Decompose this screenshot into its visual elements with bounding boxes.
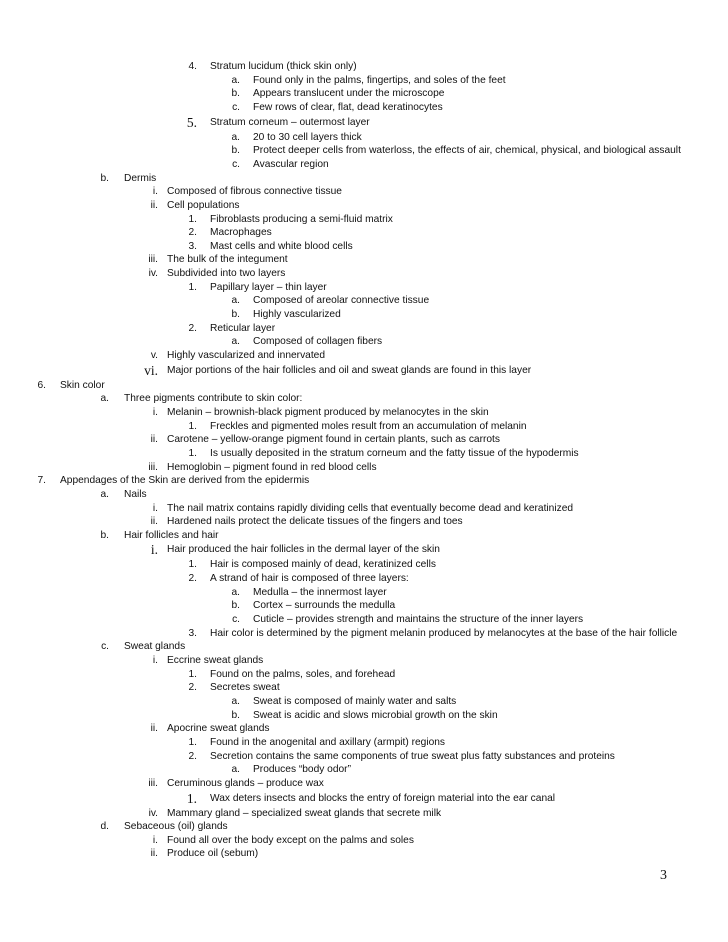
outline-item-marker: iv. [148, 807, 158, 819]
outline-item-marker: 3. [188, 627, 197, 639]
outline-item [0, 87, 728, 101]
outline-item [0, 74, 728, 88]
outline-item-text: Hair follicles and hair [124, 529, 219, 541]
outline-item-marker: i. [152, 502, 158, 514]
outline-item [0, 736, 728, 750]
outline-item-text: Highly vascularized and innervated [167, 350, 325, 361]
outline-item [0, 281, 728, 295]
outline-item-marker: 7. [37, 475, 46, 487]
outline-item [0, 807, 728, 821]
outline-item-text: Avascular region [253, 158, 329, 170]
outline-item-text: Is usually deposited in the stratum corneum and the fatty tissue of the hypodermis [210, 447, 579, 459]
outline-item [0, 529, 728, 543]
outline-item-text: Highly vascularized [253, 309, 341, 321]
outline-item [0, 172, 728, 186]
outline-item-marker: d. [100, 821, 109, 833]
outline-item-marker: 1. [188, 668, 197, 680]
outline-item-text: Protect deeper cells from waterloss, the effects of air, chemical, physical, and biological assault [253, 145, 681, 157]
outline-item-marker: c. [232, 158, 240, 170]
outline-item-text: Stratum corneum – outermost layer [210, 116, 370, 128]
outline-item-text: Papillary layer – thin layer [210, 281, 327, 293]
outline-item-text: Hair produced the hair follicles in the dermal layer of the skin [167, 544, 440, 556]
outline-item-text: A strand of hair is composed of three layers: [210, 573, 409, 585]
outline-item-text: Mast cells and white blood cells [210, 240, 353, 252]
outline-item-marker: c. [232, 101, 240, 113]
outline-item-marker: a. [231, 695, 240, 707]
outline-item-text: Found in the anogenital and axillary (armpit) regions [210, 736, 446, 748]
outline-item [0, 364, 728, 378]
outline-item [0, 750, 728, 764]
outline-item [0, 543, 728, 557]
outline-item-text: Composed of collagen fibers [253, 336, 383, 348]
outline-item-marker: v. [150, 350, 158, 361]
outline-item-marker: c. [101, 641, 109, 653]
outline-item-marker: i. [152, 406, 158, 418]
outline-item-text: Composed of areolar connective tissue [253, 295, 430, 307]
outline-item [0, 461, 728, 475]
outline-item [0, 199, 728, 213]
outline-item-marker: 1. [188, 213, 197, 225]
outline-item-text: Major portions of the hair follicles and oil and sweat glands are found in this layer [167, 364, 532, 376]
outline-item-marker: 5. [186, 114, 197, 130]
outline-item-marker: 1. [186, 790, 197, 806]
outline-item-marker: 2. [188, 750, 197, 762]
outline-item [0, 392, 728, 406]
outline-item-text: Nails [124, 488, 147, 500]
outline-item-text: Ceruminous glands – produce wax [167, 777, 324, 789]
outline-item [0, 681, 728, 695]
outline-item-marker: a. [100, 488, 109, 500]
outline-item-marker: 3. [188, 240, 197, 252]
outline-item-text: Appears translucent under the microscope [253, 88, 445, 100]
outline-item-marker: 1. [188, 447, 197, 459]
outline-item-text: Secretion contains the same components of true sweat plus fatty substances and proteins [210, 750, 615, 762]
outline-item-marker: 1. [188, 420, 197, 432]
outline-item-marker: vi. [144, 362, 158, 378]
outline-item-marker: b. [231, 309, 240, 321]
outline-item [0, 420, 728, 434]
outline-item [0, 599, 728, 613]
outline-item-text: Reticular layer [210, 322, 276, 334]
outline-item-marker: ii. [150, 516, 158, 528]
outline-item-text: Sweat is composed of mainly water and salts [253, 695, 457, 707]
outline-item-marker: b. [100, 529, 109, 541]
outline-item [0, 586, 728, 600]
outline-item [0, 308, 728, 322]
outline-item-marker: b. [100, 172, 109, 184]
outline-item [0, 792, 728, 806]
outline-item-marker: 2. [188, 322, 197, 334]
outline-item-text: Fibroblasts producing a semi-fluid matrix [210, 213, 393, 225]
outline-item-marker: ii. [150, 434, 158, 446]
outline-item-text: Appendages of the Skin are derived from the epidermis [60, 475, 310, 487]
outline-item-text: Composed of fibrous connective tissue [167, 186, 342, 198]
outline-item [0, 640, 728, 654]
outline-item [0, 488, 728, 502]
outline-item-text: Melanin – brownish-black pigment produced by melanocytes in the skin [167, 406, 489, 418]
outline-item [0, 474, 728, 488]
outline-item-marker: 2. [188, 227, 197, 239]
outline-item [0, 777, 728, 791]
outline-item [0, 847, 728, 861]
outline-item-text: Skin color [60, 379, 105, 391]
outline-item-marker: i. [152, 834, 158, 846]
outline-item-marker: 2. [188, 682, 197, 694]
outline-item-text: Hemoglobin – pigment found in red blood cells [167, 461, 377, 473]
outline-item-text: Three pigments contribute to skin color: [124, 393, 303, 405]
outline-item [0, 447, 728, 461]
outline-item [0, 820, 728, 834]
outline-item [0, 515, 728, 529]
outline-item [0, 253, 728, 267]
outline-item [0, 322, 728, 336]
outline-item-marker: a. [100, 393, 109, 405]
outline-item-text: Dermis [124, 172, 157, 184]
outline-item [0, 627, 728, 641]
outline-item-marker: b. [231, 709, 240, 721]
outline-item-marker: ii. [150, 723, 158, 735]
outline-item-text: Cell populations [167, 199, 240, 211]
outline-item-marker: 1. [188, 736, 197, 748]
outline-item-text: Wax deters insects and blocks the entry of foreign material into the ear canal [210, 792, 556, 804]
outline-item [0, 654, 728, 668]
outline-item-text: Hair is composed mainly of dead, keratinized cells [210, 559, 436, 571]
outline-item-text: Macrophages [210, 227, 272, 239]
outline-item [0, 668, 728, 682]
outline-item-text: Freckles and pigmented moles result from an accumulation of melanin [210, 420, 527, 432]
outline-item-text: Cuticle – provides strength and maintains the structure of the inner layers [253, 614, 584, 626]
outline-item [0, 101, 728, 115]
outline-item-text: Found only in the palms, fingertips, and soles of the feet [253, 74, 506, 86]
outline-item [0, 185, 728, 199]
outline-item-text: Cortex – surrounds the medulla [253, 600, 396, 612]
outline-item [0, 709, 728, 723]
outline-item [0, 158, 728, 172]
outline-item-marker: 1. [188, 559, 197, 571]
outline-item-marker: a. [231, 74, 240, 86]
outline-item [0, 349, 728, 363]
outline-item-marker: a. [231, 336, 240, 348]
outline-item-text: Sebaceous (oil) glands [124, 821, 228, 833]
outline-item [0, 144, 728, 158]
outline-item [0, 379, 728, 393]
outline-item [0, 433, 728, 447]
outline-item-text: Stratum lucidum (thick skin only) [210, 61, 357, 72]
outline-item [0, 240, 728, 254]
page-number: 3 [660, 868, 667, 883]
outline-item [0, 834, 728, 848]
outline-item [0, 763, 728, 777]
outline-item [0, 406, 728, 420]
outline-item-marker: i. [150, 542, 158, 558]
outline-item-text: Found on the palms, soles, and forehead [210, 668, 396, 680]
outline-item-text: Produce oil (sebum) [167, 848, 259, 860]
outline-item-text: Medulla – the innermost layer [253, 586, 387, 598]
outline-item [0, 226, 728, 240]
outline-item-marker: i. [152, 655, 158, 666]
outline-item [0, 294, 728, 308]
outline-item-marker: iii. [148, 254, 158, 266]
outline-item-marker: b. [231, 600, 240, 612]
outline-item [0, 722, 728, 736]
outline-item-marker: ii. [150, 848, 158, 860]
outline-item-marker: 1. [188, 281, 197, 293]
outline-item-text: Hair color is determined by the pigment melanin produced by melanocytes at the base of the hair follicle [210, 627, 678, 639]
outline-item-text: 20 to 30 cell layers thick [253, 131, 362, 143]
outline-item [0, 558, 728, 572]
outline-item-text: Secretes sweat [210, 682, 280, 694]
outline-item-marker: a. [231, 295, 240, 307]
outline-item [0, 613, 728, 627]
outline-item-marker: b. [231, 88, 240, 100]
outline-item-text: Sweat is acidic and slows microbial growth on the skin [253, 709, 498, 721]
outline-item [0, 335, 728, 349]
outline-item [0, 502, 728, 516]
outline-item-marker: b. [231, 145, 240, 157]
outline-item-marker: c. [232, 614, 240, 626]
outline-item-text: Found all over the body except on the palms and soles [167, 834, 414, 846]
outline-item [0, 213, 728, 227]
outline-item [0, 267, 728, 281]
outline-item-text: Apocrine sweat glands [167, 723, 270, 735]
outline-item-text: Mammary gland – specialized sweat glands that secrete milk [167, 807, 442, 819]
outline-item-marker: iii. [148, 461, 158, 473]
outline-item-marker: a. [231, 764, 240, 776]
outline-item-text: Subdivided into two layers [167, 268, 286, 280]
outline-item [0, 695, 728, 709]
outline-item [0, 116, 728, 130]
outline-item-text: Sweat glands [124, 641, 186, 653]
outline-item-text: Hardened nails protect the delicate tissues of the fingers and toes [167, 516, 463, 528]
outline-item-marker: iv. [148, 268, 158, 280]
outline-item-text: Few rows of clear, flat, dead keratinocytes [253, 101, 443, 113]
outline-item [0, 60, 728, 74]
outline-item-marker: iii. [148, 777, 158, 789]
outline-item-text: Eccrine sweat glands [167, 655, 264, 666]
outline-item-marker: 4. [188, 61, 197, 72]
outline-item-marker: a. [231, 131, 240, 143]
outline-item-marker: i. [152, 186, 158, 198]
outline-item-marker: a. [231, 586, 240, 598]
outline-item-text: The nail matrix contains rapidly dividing cells that eventually become dead and keratinized [167, 502, 574, 514]
outline-item [0, 572, 728, 586]
outline-item-marker: ii. [150, 199, 158, 211]
outline-item [0, 131, 728, 145]
outline-item-marker: 6. [37, 379, 46, 391]
outline-item-text: The bulk of the integument [167, 254, 288, 266]
outline-item-text: Produces “body odor” [253, 764, 351, 776]
outline-item-marker: 2. [188, 573, 197, 585]
outline-item-text: Carotene – yellow-orange pigment found in certain plants, such as carrots [167, 434, 500, 446]
